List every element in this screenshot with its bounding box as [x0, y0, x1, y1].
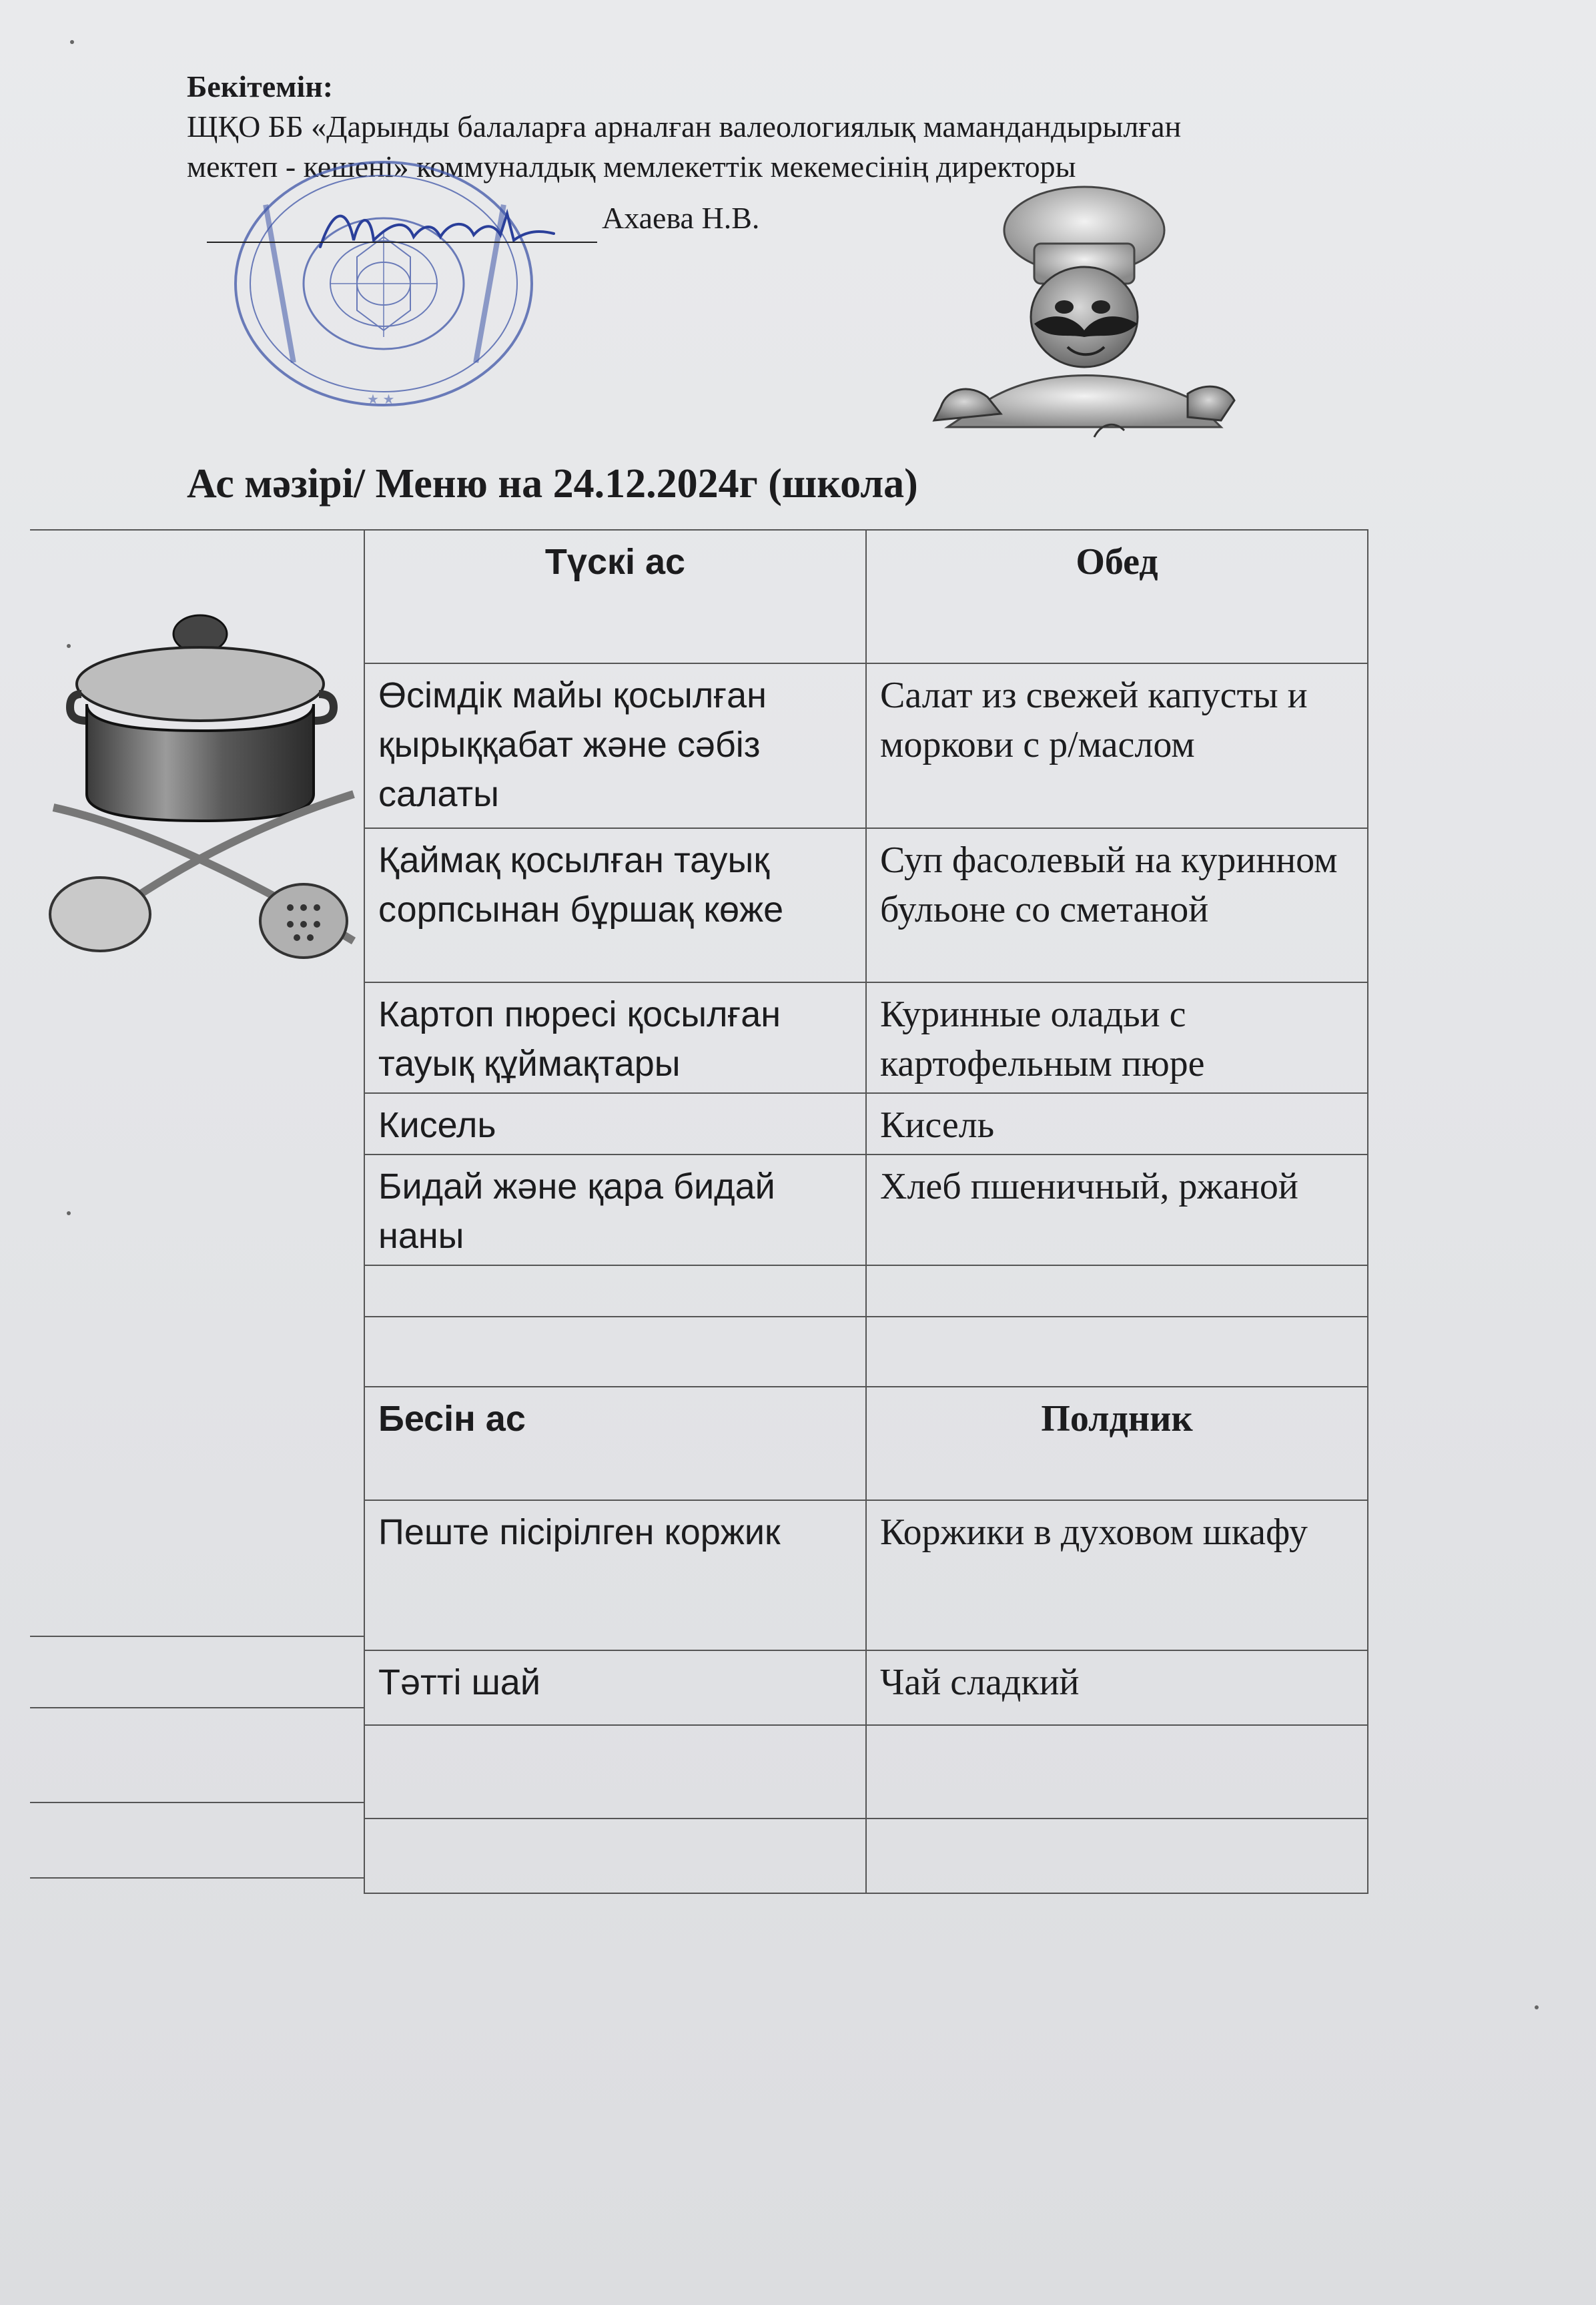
- cooking-pot-illustration: [40, 594, 374, 981]
- menu-item-kk: Картоп пюресі қосылған тауық құймақтары: [364, 982, 866, 1093]
- empty-cell: [866, 1725, 1368, 1819]
- signature-line: [207, 242, 597, 243]
- page-title: Ас мәзірі/ Меню на 24.12.2024г (школа): [187, 461, 918, 507]
- empty-cell: [866, 1819, 1368, 1893]
- table-row-empty: [364, 1265, 1368, 1317]
- paper-speck: [70, 40, 74, 44]
- menu-item-ru: Куринные оладьи с картофельным пюре: [866, 982, 1368, 1093]
- table-row-empty: [364, 1819, 1368, 1893]
- table-row: [364, 828, 1368, 982]
- snack-header-kk: Бесін ас: [364, 1387, 866, 1500]
- table-row: [364, 1650, 1368, 1725]
- table-left-line: [30, 1636, 364, 1637]
- menu-table: [364, 529, 1368, 1894]
- table-row: [364, 1387, 1368, 1500]
- paper-speck: [1535, 2005, 1539, 2009]
- menu-item-kk: Пеште пісірілген коржик: [364, 1500, 866, 1650]
- table-row: [364, 1155, 1368, 1265]
- approval-line-1: ЩҚО ББ «Дарынды балаларға арналған валеологиялық мамандандырылған: [187, 109, 1182, 143]
- empty-cell: [866, 1265, 1368, 1317]
- menu-item-ru: Салат из свежей капусты и моркови с р/маслом: [866, 663, 1368, 828]
- empty-cell: [866, 1317, 1368, 1387]
- handwritten-signature: [307, 194, 560, 267]
- menu-item-ru: Коржики в духовом шкафу: [866, 1500, 1368, 1650]
- empty-cell: [364, 1819, 866, 1893]
- table-row: [364, 1093, 1368, 1155]
- table-left-line: [30, 1707, 364, 1708]
- empty-cell: [364, 1317, 866, 1387]
- menu-item-ru: Чай сладкий: [866, 1650, 1368, 1725]
- menu-item-kk: Кисель: [364, 1093, 866, 1155]
- menu-item-kk: Өсімдік майы қосылған қырыққабат және сәбіз салаты: [364, 663, 866, 828]
- menu-item-kk: Тәтті шай: [364, 1650, 866, 1725]
- table-left-line: [30, 1877, 364, 1879]
- lunch-header-kk: Түскі ас: [364, 530, 866, 663]
- svg-text:★ ★: ★ ★: [367, 392, 395, 407]
- approval-heading: Бекітемін:: [187, 69, 334, 103]
- table-left-line: [30, 1802, 364, 1803]
- approval-line-2: мектеп - кешені» коммуналдық мемлекеттік мекемесінің директоры: [187, 149, 1076, 184]
- signature-row: [207, 194, 941, 247]
- menu-item-kk: Қаймақ қосылған тауық сорпсынан бұршақ көже: [364, 828, 866, 982]
- menu-item-ru: Хлеб пшеничный, ржаной: [866, 1155, 1368, 1265]
- paper-speck: [67, 1211, 71, 1215]
- table-row-empty: [364, 1725, 1368, 1819]
- table-row: [364, 663, 1368, 828]
- empty-cell: [364, 1265, 866, 1317]
- table-left-line: [30, 529, 364, 531]
- empty-cell: [364, 1725, 866, 1819]
- menu-item-ru: Суп фасолевый на куринном бульоне со сметаной: [866, 828, 1368, 982]
- table-row-empty: [364, 1317, 1368, 1387]
- menu-item-kk: Бидай және қара бидай наны: [364, 1155, 866, 1265]
- table-row: [364, 530, 1368, 663]
- lunch-header-ru: Обед: [866, 530, 1368, 663]
- table-row: [364, 1500, 1368, 1650]
- table-row: [364, 982, 1368, 1093]
- menu-item-ru: Кисель: [866, 1093, 1368, 1155]
- chef-illustration: [907, 180, 1254, 440]
- snack-header-ru: Полдник: [866, 1387, 1368, 1500]
- paper-speck: [67, 644, 71, 648]
- director-name: Ахаева Н.В.: [602, 201, 760, 235]
